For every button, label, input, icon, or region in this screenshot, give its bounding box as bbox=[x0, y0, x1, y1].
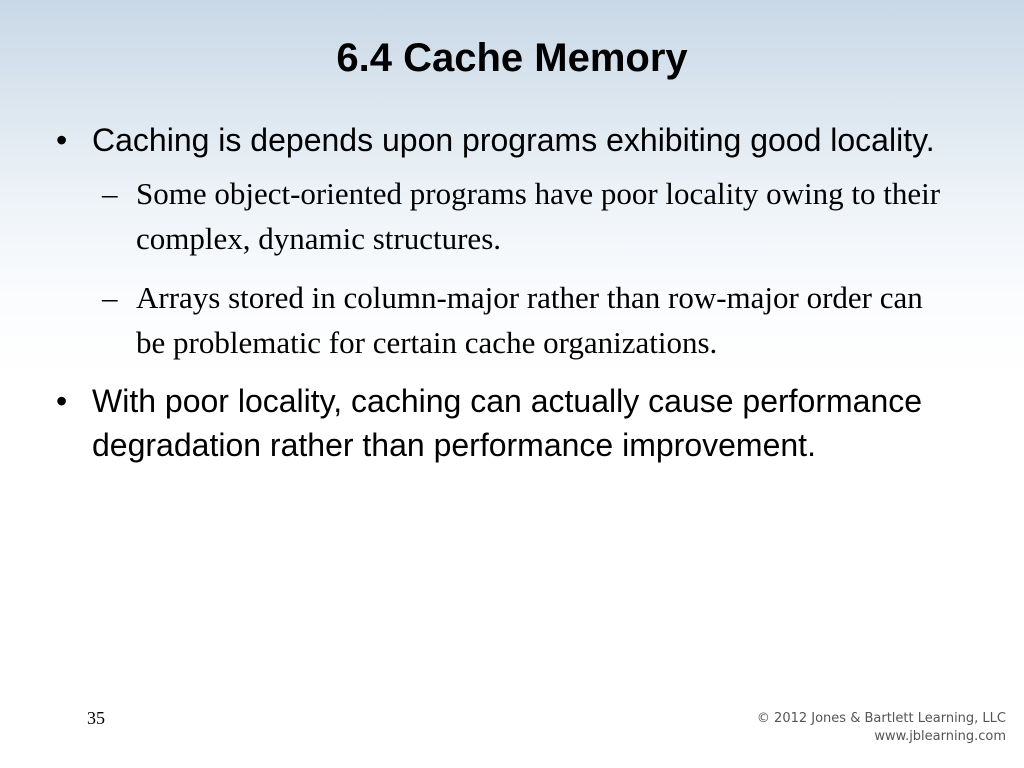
page-number: 35 bbox=[87, 708, 105, 728]
slide-body bbox=[56, 118, 956, 467]
bullet-item bbox=[56, 379, 956, 467]
bullet-text: Caching is depends upon programs exhibiting good locality. bbox=[92, 122, 935, 158]
slide-title: 6.4 Cache Memory bbox=[336, 36, 688, 80]
bullet-mark: • bbox=[56, 383, 68, 419]
bullet-item bbox=[56, 118, 956, 162]
publisher-url: www.jblearning.com bbox=[874, 729, 1006, 744]
bullet-text: With poor locality, caching can actually cause performance degradation rather than performance improvement. bbox=[92, 383, 923, 463]
copyright-text: © 2012 Jones & Bartlett Learning, LLC bbox=[756, 711, 1006, 726]
sub-bullet-item bbox=[102, 171, 956, 261]
sub-bullet-mark: – bbox=[102, 280, 118, 315]
sub-bullet-text: Some object-oriented programs have poor locality owing to their complex, dynamic structures. bbox=[136, 176, 941, 256]
sub-bullet-mark: – bbox=[102, 176, 118, 211]
sub-bullet-text: Arrays stored in column-major rather than row-major order can be problematic for certain cache organizations. bbox=[136, 280, 923, 360]
bullet-mark: • bbox=[56, 122, 68, 158]
sub-bullet-item bbox=[102, 275, 956, 365]
copyright-notice bbox=[757, 710, 1006, 746]
